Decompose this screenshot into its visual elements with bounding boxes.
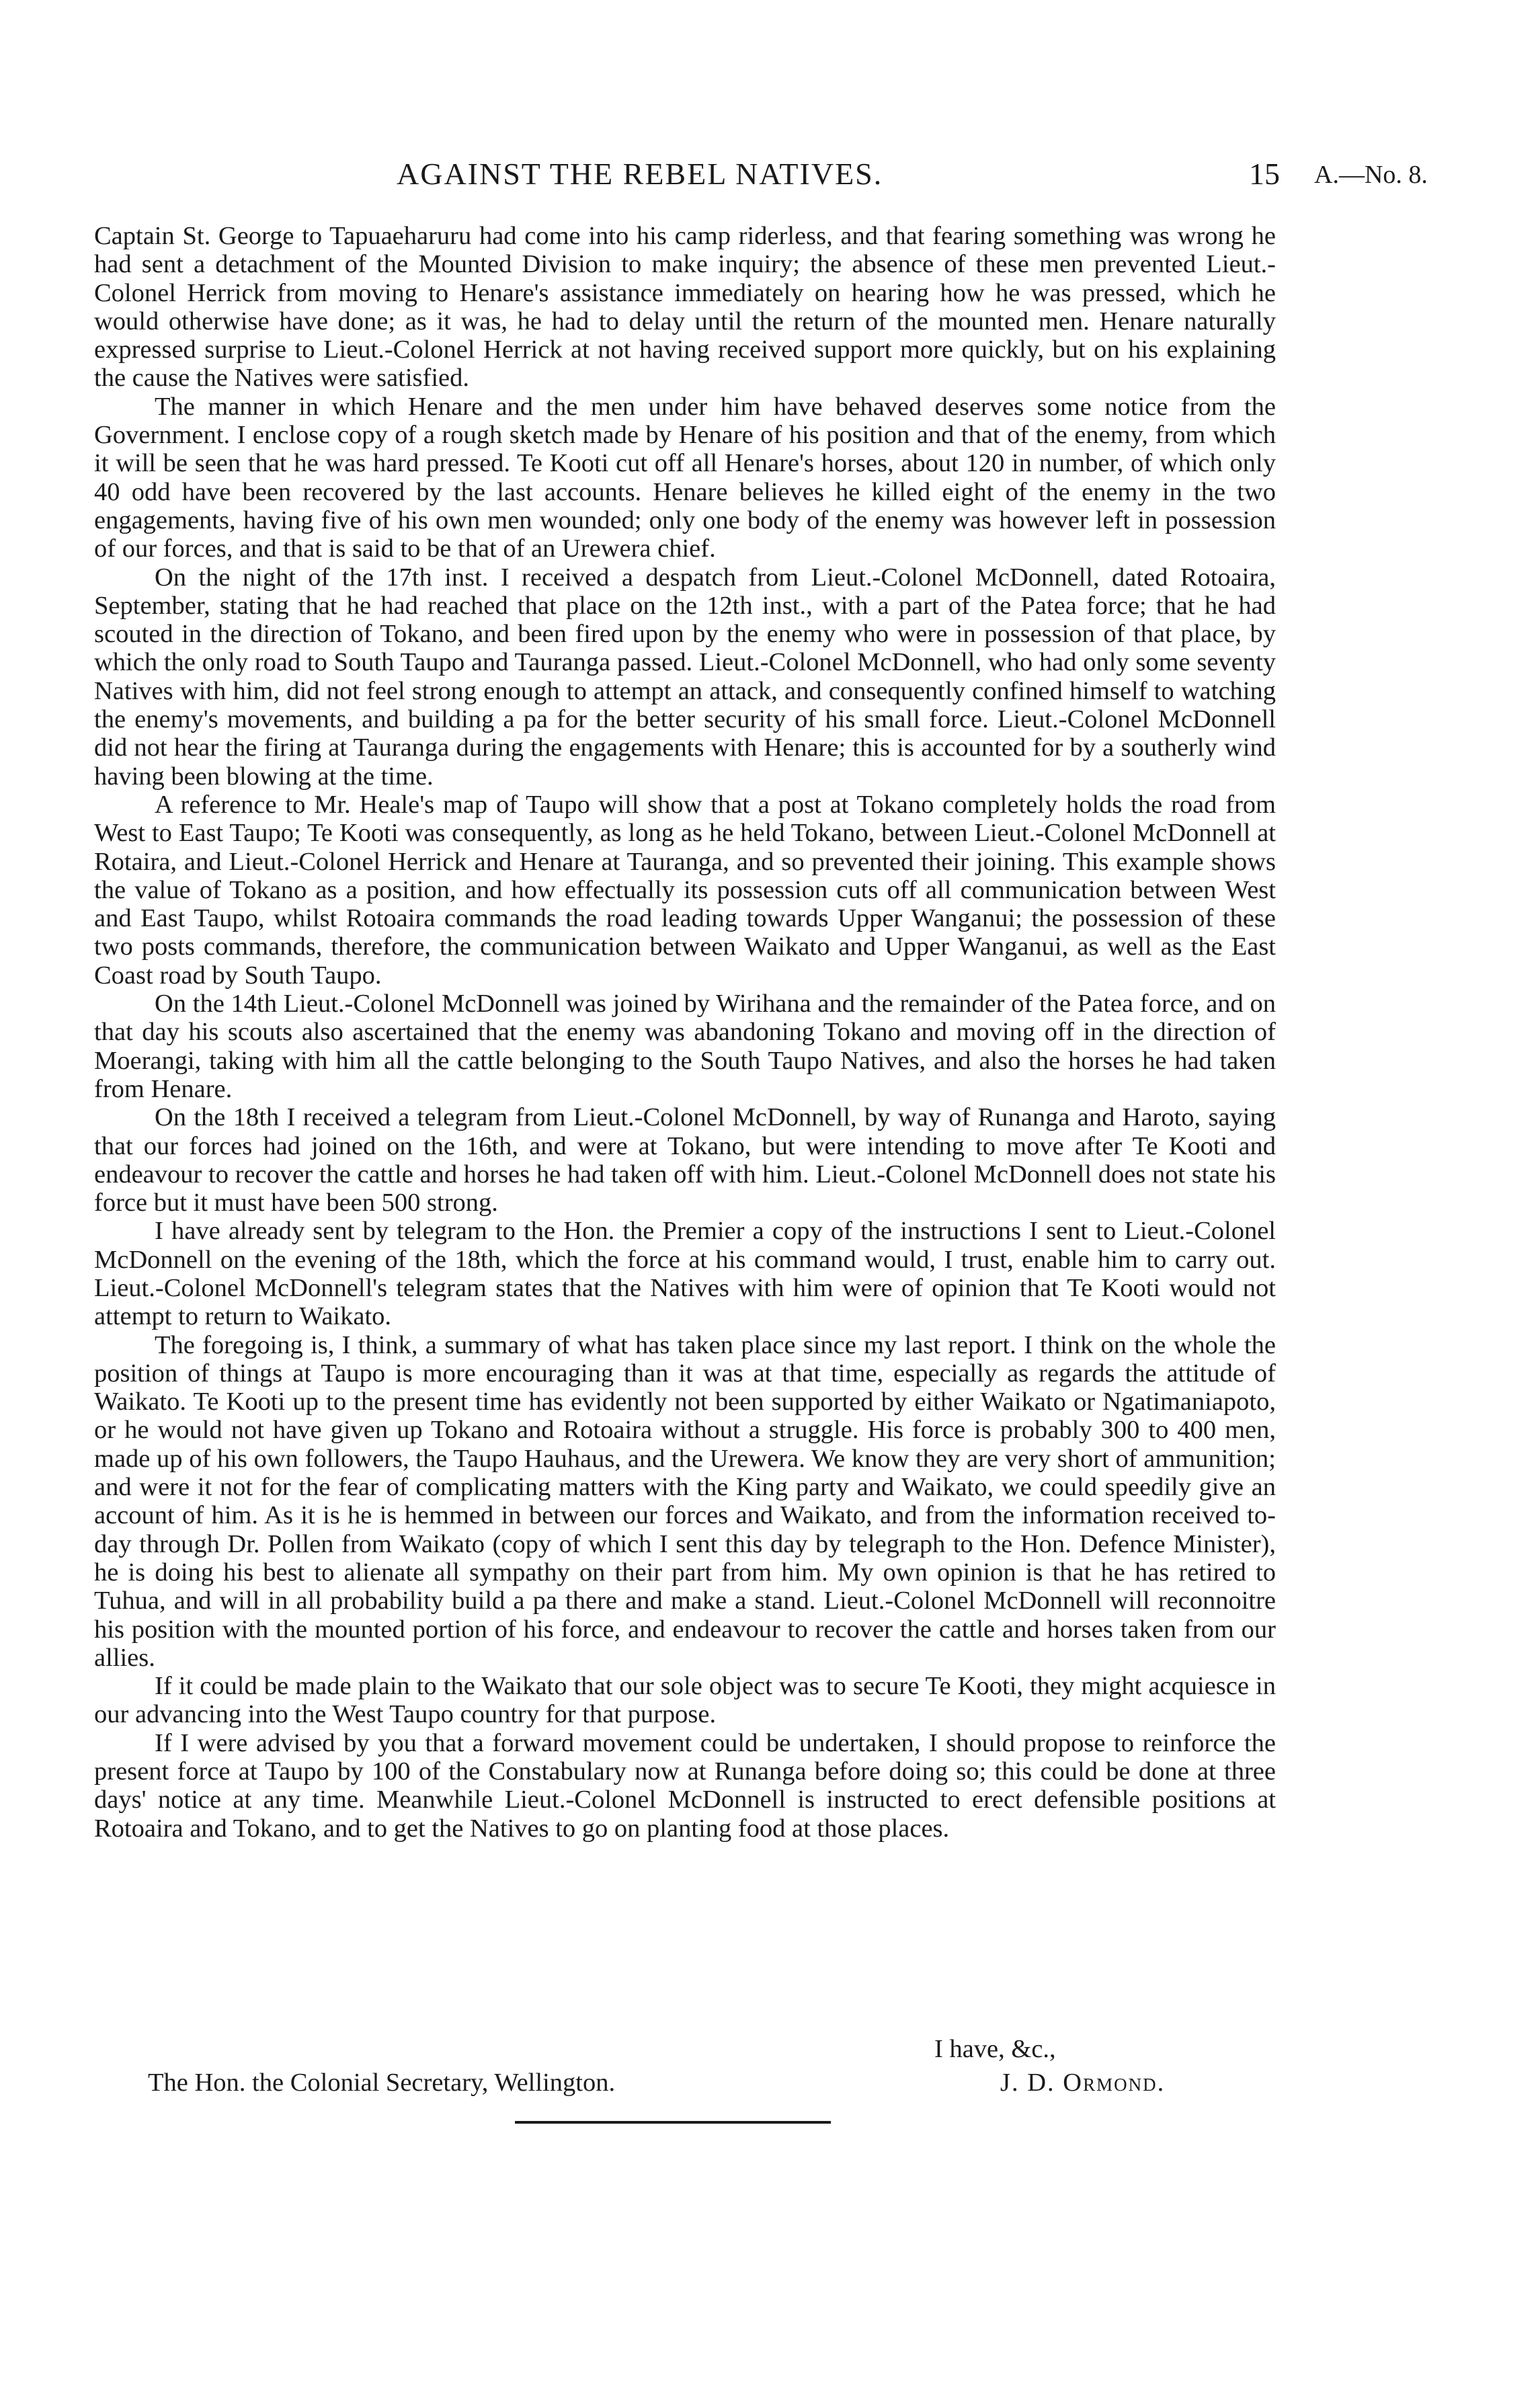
paragraph: If it could be made plain to the Waikato that our sole object was to secure Te Kooti, they might acquiesce in our advancing into the West Taupo country for that purpose. (94, 1672, 1276, 1729)
end-rule (515, 2121, 831, 2124)
paragraph: On the 14th Lieut.-Colonel McDonnell was joined by Wirihana and the remainder of the Patea force, and on that day his scouts also ascertained that the enemy was abandoning Tokano and moving off in the direction of Moerangi, taking with him all the cattle belonging to the South Taupo Natives, and also the horses he had taken from Henare. (94, 990, 1276, 1103)
signature-name: Ormond. (1063, 2069, 1166, 2097)
signature-initials: J. D. (1000, 2069, 1055, 2097)
page-number: 15 (1249, 157, 1280, 191)
running-head (0, 156, 1540, 196)
running-title: AGAINST THE REBEL NATIVES. (397, 157, 883, 191)
addressee: The Hon. the Colonial Secretary, Wellington. (148, 2069, 616, 2097)
complimentary-close: I have, &c., (934, 2035, 1056, 2063)
paragraph: Captain St. George to Tapuaeharuru had come into his camp riderless, and that fearing something was wrong he had sent a detachment of the Mounted Division to make inquiry; the absence of these men prevented Lieut.-Colonel Herrick from moving to Henare's assistance immediately on hearing how he was pressed, which he would otherwise have done; as it was, he had to delay until the return of the mounted men. Henare naturally expressed surprise to Lieut.-Colonel Herrick at not having received support more quickly, but on his explaining the cause the Natives were satisfied. (94, 222, 1276, 393)
paragraph: If I were advised by you that a forward movement could be undertaken, I should propose to reinforce the present force at Taupo by 100 of the Constabulary now at Runanga before doing so; this could be done at three days' notice at any time. Meanwhile Lieut.-Colonel McDonnell is instructed to erect defensible positions at Rotoaira and Tokano, and to get the Natives to go on planting food at those places. (94, 1728, 1276, 1843)
paragraph: The foregoing is, I think, a summary of what has taken place since my last report. I think on the whole the position of things at Taupo is more encouraging than it was at that time, especially as regards the attitude of Waikato. Te Kooti up to the present time has evidently not been supported by either Waikato or Ngatimaniapoto, or he would not have given up Tokano and Rotoaira without a struggle. His force is probably 300 to 400 men, made up of his own followers, the Taupo Hauhaus, and the Urewera. We know they are very short of ammunition; and were it not for the fear of complicating matters with the King party and Waikato, we could speedily give an account of him. As it is he is hemmed in between our forces and Waikato, and from the information received to-day through Dr. Pollen from Waikato (copy of which I sent this day by telegraph to the Hon. Defence Minister), he is doing his best to alienate all sympathy on their part from him. My own opinion is that he has retired to Tuhua, and will in all probability build a pa there and make a stand. Lieut.-Colonel McDonnell will reconnoitre his position with the mounted portion of his force, and endeavour to recover the cattle and horses taken from our allies. (94, 1330, 1276, 1672)
paper-reference: A.—No. 8. (1314, 161, 1428, 189)
letter-body (94, 222, 1276, 1843)
paragraph: The manner in which Henare and the men under him have behaved deserves some notice from the Government. I enclose copy of a rough sketch made by Henare of his position and that of the enemy, from which it will be seen that he was hard pressed. Te Kooti cut off all Henare's horses, about 120 in number, of which only 40 odd have been recovered by the last accounts. Henare believes he killed eight of the enemy in the two engagements, having five of his own men wounded; only one body of the enemy was however left in possession of our forces, and that is said to be that of an Urewera chief. (94, 392, 1276, 563)
signature (1000, 2068, 1165, 2097)
paragraph: On the 18th I received a telegram from Lieut.-Colonel McDonnell, by way of Runanga and Haroto, saying that our forces had joined on the 16th, and were at Tokano, but were intending to move after Te Kooti and endeavour to recover the cattle and horses he had taken off with him. Lieut.-Colonel McDonnell does not state his force but it must have been 500 strong. (94, 1103, 1276, 1217)
paragraph: I have already sent by telegram to the Hon. the Premier a copy of the instructions I sent to Lieut.-Colonel McDonnell on the evening of the 18th, which the force at his command would, I trust, enable him to carry out. Lieut.-Colonel McDonnell's telegram states that the Natives with him were of opinion that Te Kooti would not attempt to return to Waikato. (94, 1217, 1276, 1331)
paragraph: A reference to Mr. Heale's map of Taupo will show that a post at Tokano completely holds the road from West to East Taupo; Te Kooti was consequently, as long as he held Tokano, between Lieut.-Colonel McDonnell at Rotaira, and Lieut.-Colonel Herrick and Henare at Tauranga, and so prevented their joining. This example shows the value of Tokano as a position, and how effectually its possession cuts off all communication between West and East Taupo, whilst Rotoaira commands the road leading towards Upper Wanganui; the possession of these two posts commands, therefore, the communication between Waikato and Upper Wanganui, as well as the East Coast road by South Taupo. (94, 790, 1276, 990)
paragraph: On the night of the 17th inst. I received a despatch from Lieut.-Colonel McDonnell, dated Rotoaira, September, stating that he had reached that place on the 12th inst., with a part of the Patea force; that he had scouted in the direction of Tokano, and been fired upon by the enemy who were in possession of that place, by which the only road to South Taupo and Tauranga passed. Lieut.-Colonel McDonnell, who had only some seventy Natives with him, did not feel strong enough to attempt an attack, and consequently confined himself to watching the enemy's movements, and building a pa for the better security of his small force. Lieut.-Colonel McDonnell did not hear the firing at Tauranga during the engagements with Henare; this is accounted for by a southerly wind having been blowing at the time. (94, 563, 1276, 791)
